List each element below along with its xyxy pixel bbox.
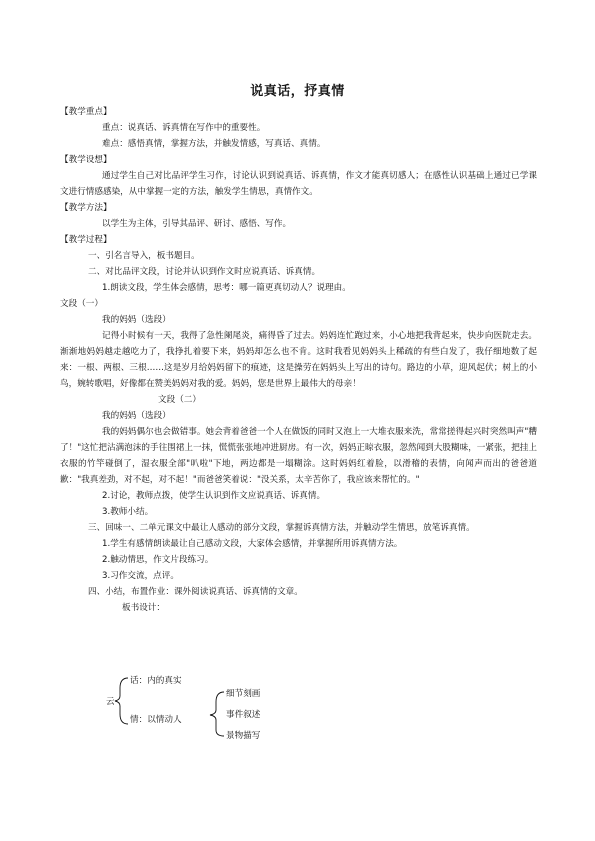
board-root: 云 (106, 697, 115, 707)
segment-1-label: 文段（一） (60, 299, 103, 309)
document-body (60, 104, 537, 616)
process-step-3-1: 1.学生有感情朗读最让自己感动文段，大家体会感情，并掌握所用诉真情方法。 (102, 539, 403, 549)
design-text: 通过学生自己对比品评学生习作，讨论认识到说真话、诉真情，作文才能真切感人；在感性认识基础上通过已学课文进行情感感染，从中掌握一定的方法，触发学生情思，真情作文。 (60, 171, 537, 197)
focus-point: 重点：说真话、诉真情在写作中的重要性。 (102, 123, 266, 133)
board-branch-top: 话：内的真实 (130, 676, 182, 686)
process-step-2-1: 1.朗读文段，学生体会感情，思考：哪一篇更真切动人？说理由。 (102, 283, 351, 293)
process-step-2-3: 3.教师小结。 (102, 507, 154, 517)
heading-design: 【教学设想】 (60, 155, 112, 165)
process-step-2: 二、对比品评文段，讨论并认识到作文时应说真话、诉真情。 (88, 267, 321, 277)
board-branch-bottom: 情：以情动人 (130, 715, 182, 725)
page-title: 说真话，抒真情 (250, 84, 345, 99)
heading-focus: 【教学重点】 (60, 107, 112, 117)
process-step-3-3: 3.习作交流，点评。 (102, 571, 179, 581)
process-step-3: 三、回味一、二单元课文中最让人感动的部分文段，掌握诉真情方法，并触动学生情思，放笔诉真情。 (88, 523, 475, 533)
root-bracket (115, 678, 128, 724)
focus-difficulty: 难点：感悟真情，掌握方法，并触发情感，写真话、真情。 (102, 139, 326, 149)
method-text: 以学生为主体，引导其品评、研讨、感悟、写作。 (102, 219, 292, 229)
segment-1-text: 记得小时候有一天，我得了急性阑尾炎，痛得昏了过去。妈妈连忙跑过来，小心地把我背起来，快步向医院走去。渐渐地妈妈越走越吃力了，我挣扎着要下来，妈妈却怎么也不肯。这时我看见妈妈头上稀疏的有些白发了，我仔细地数了起来：一根、两根、三根……这是岁月给妈妈留下的痕迹，这是操劳在妈妈头上写出的诗句。路边的小草，迎风起伏；树上的小鸟，婉转歌唱，好像都在赞美妈妈对我的爱。妈妈，您是世界上最伟大的母亲！ (60, 331, 537, 389)
process-step-3-2: 2.触动情思，作文片段练习。 (102, 555, 214, 565)
process-step-2-2: 2.讨论，教师点拨，使学生认识到作文应说真话、诉真情。 (102, 491, 326, 501)
segment-2-title: 我的妈妈（选段） (102, 411, 171, 421)
board-leaf-3: 景物描写 (226, 731, 261, 741)
process-step-4: 四、小结，布置作业：课外阅读说真话、诉真情的文章。 (88, 587, 303, 597)
segment-1-title: 我的妈妈（选段） (102, 315, 171, 325)
segment-2-text: 我的妈妈偶尔也会做错事。她会背着爸爸一个人在做饭的同时又泡上一大堆衣服来洗，常常搓得起兴时突然叫声"糟了！"这忙把沾满泡沫的手往围裙上一抹，慌慌张张地冲进厨房。有一次，妈妈正晾衣服，忽然闻到大股糊味，一紧张，把挂上衣服的竹竿碰倒了，湿衣服全部"叭啦"下地，两边都是一塌糊涂。这时妈妈红着脸，以滑稽的表情，向闻声而出的爸爸道歉："我真差劲，对不起，对不起！"而爸爸笑着说："没关系，太辛苦你了，我应该来帮忙的。" (60, 427, 537, 485)
board-label: 板书设计： (122, 603, 165, 613)
process-step-1: 一、引名言导入，板书题目。 (88, 251, 200, 261)
segment-2-label: 文段（二） (158, 395, 201, 405)
blackboard-design (106, 674, 286, 744)
leaf-bracket (210, 692, 224, 736)
heading-process: 【教学过程】 (60, 235, 112, 245)
heading-method: 【教学方法】 (60, 203, 112, 213)
board-leaf-2: 事件叙述 (226, 710, 261, 720)
board-leaf-1: 细节刻画 (226, 689, 261, 699)
